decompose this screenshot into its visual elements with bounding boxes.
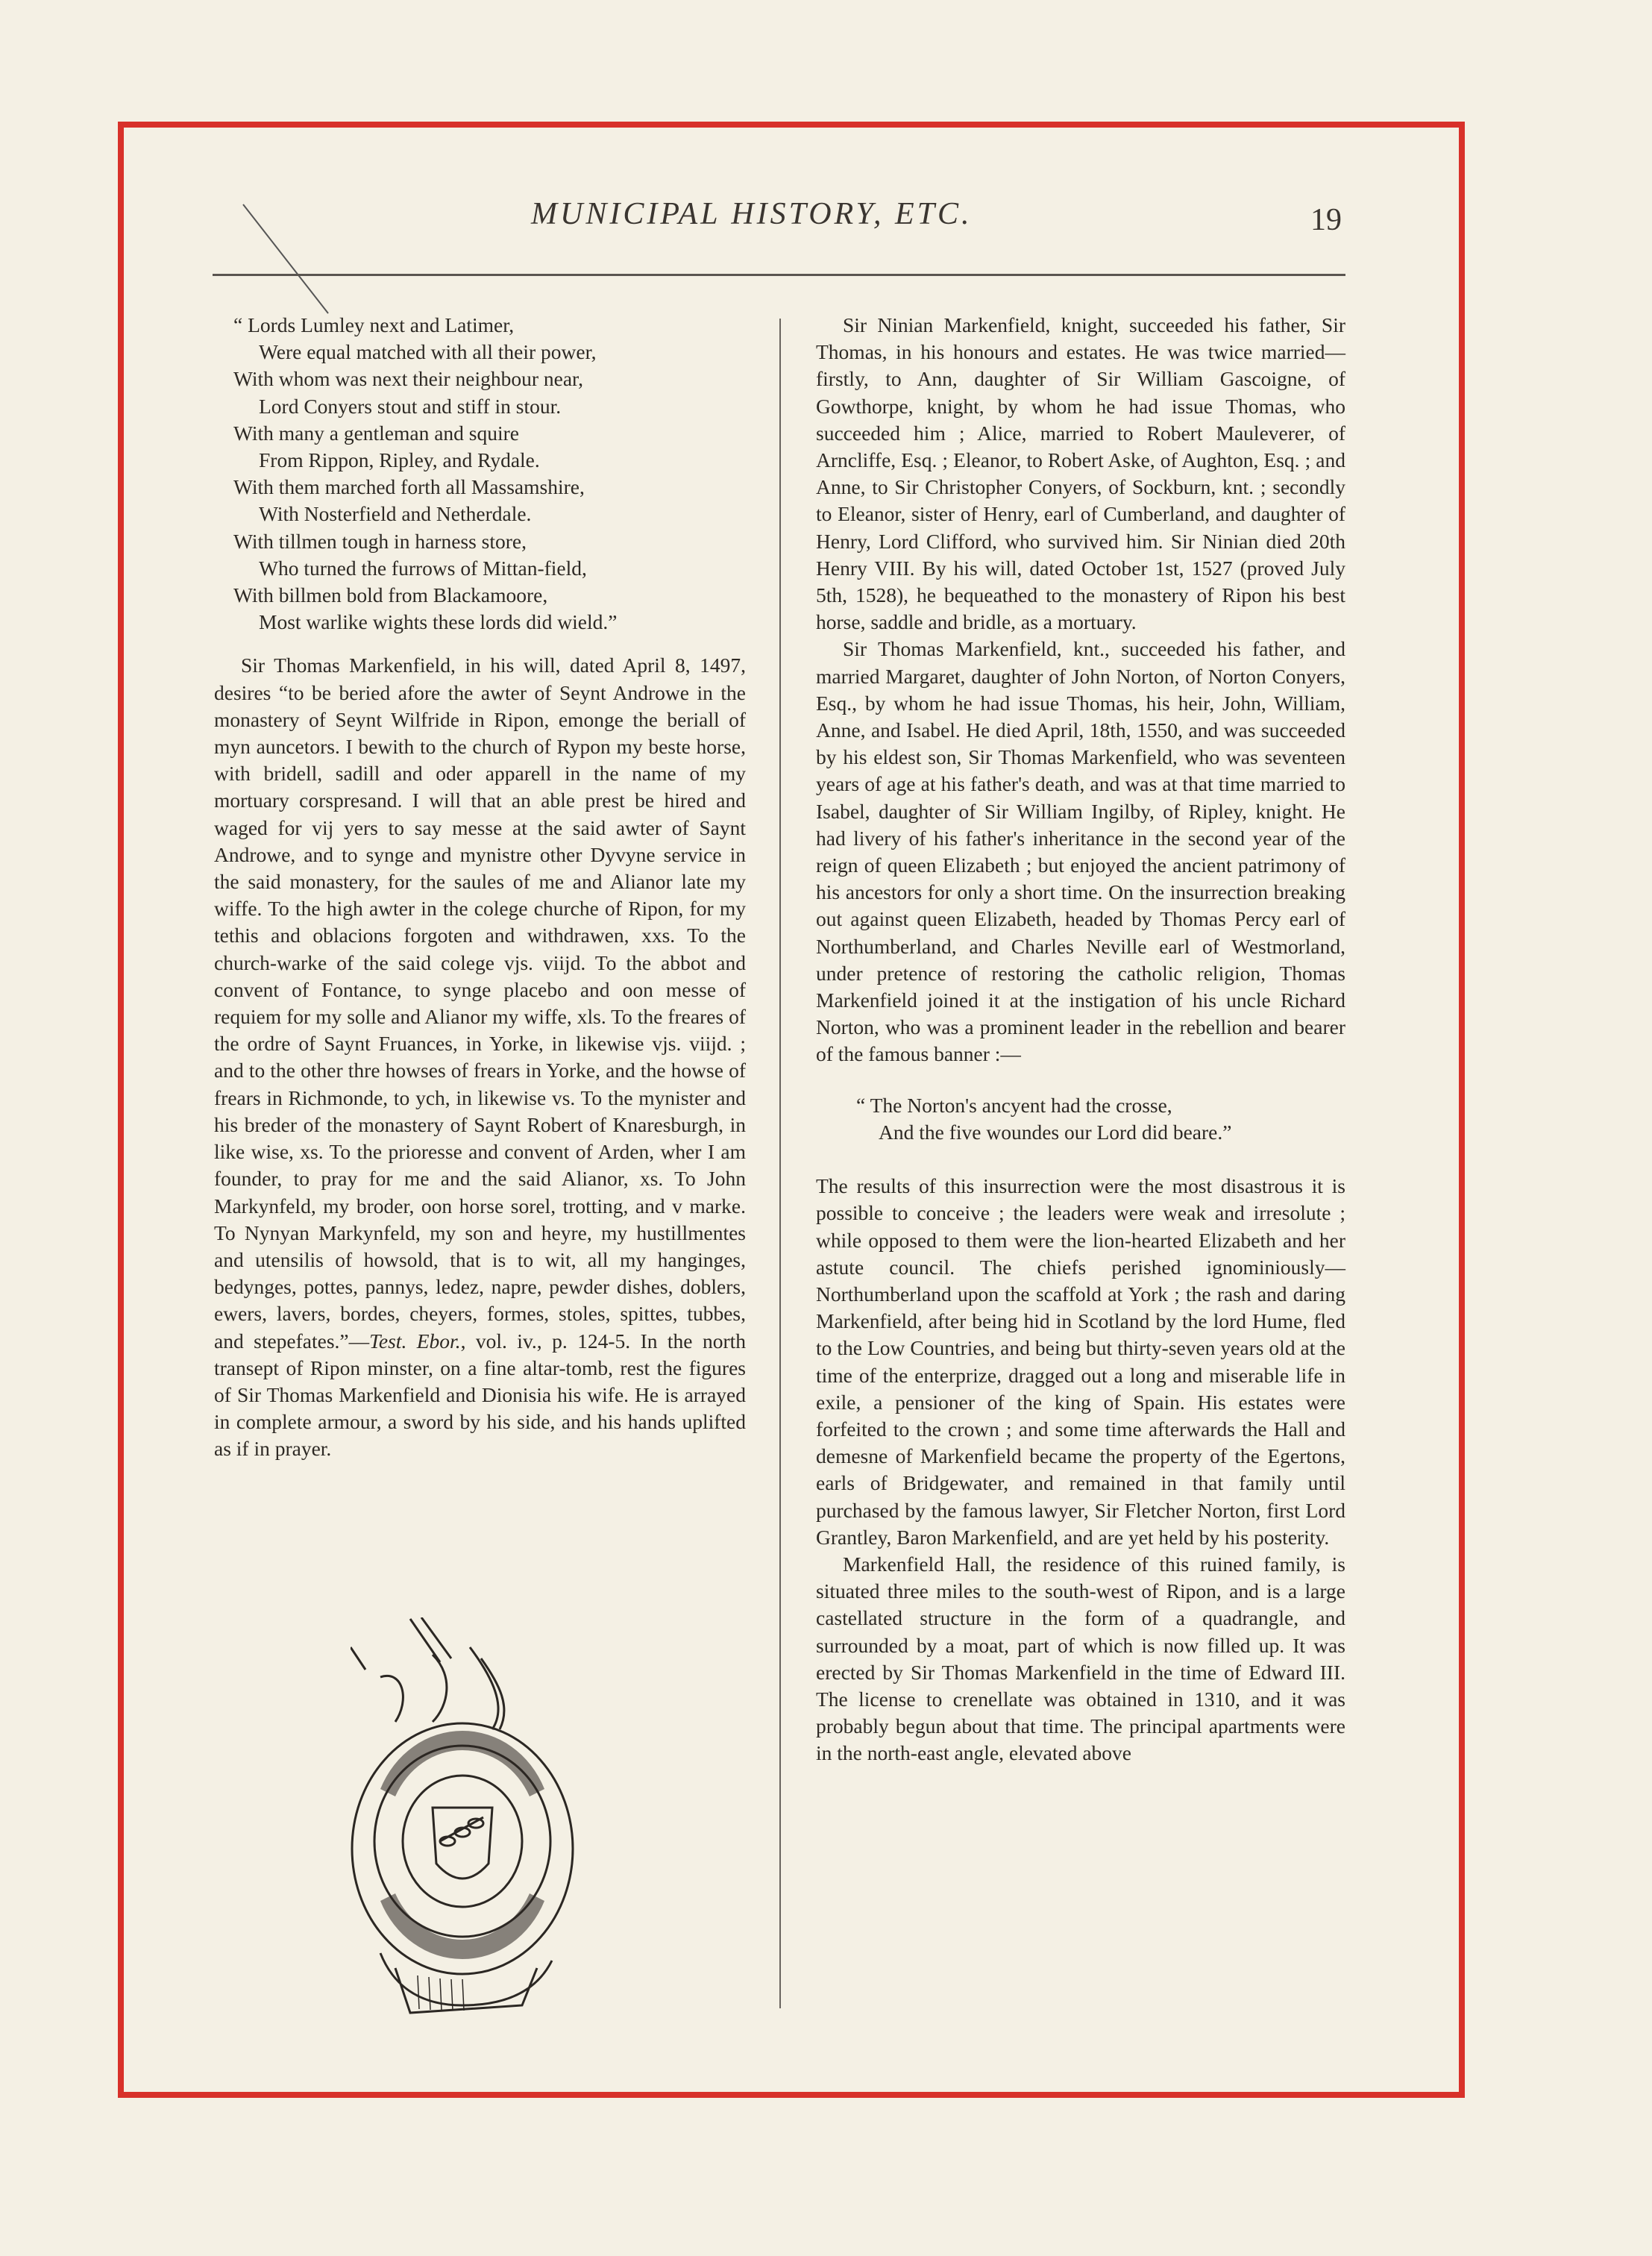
verse-line: Most warlike wights these lords did wield.” <box>259 610 618 634</box>
verse-line: “ Lords Lumley next and Latimer, <box>233 313 515 336</box>
will-text: Sir Thomas Markenfield, in his will, dated April 8, 1497, desires “to be beried afore the awter of Seynt Androwe in the monastery of Seynt Wilfride in Ripon, emonge the beriall of myn auncetors. I bewith to the church of Rypon my beste horse, with bridell, sadill and oder apparell in the name of my mortuary corspresand. I will that an able prest be hired and waged for vij yers to say messe at the said awter of Saynt Androwe, and to synge and mynistre other Dyvyne service in the said monastery, for the saules of me and Alianor late my wiffe. To the high awter in the colege churche of Ripon, for my tethis and oblacions forgoten and withdrawen, xxs. To the church-warke of the said colege vjs. viijd. To the abbot and convent of Fontance, to synge placebo and oon messe of requiem for my solle and Alianor my wiffe, xls. To the freares of the ordre of Saynt Fruances, in Yorke, in likewise vjs. viijd. ; and to the other thre howses of frears in Yorke, and the howse of frears in Richmonde, to ych, in likewise vs. To the mynister and his breder of the monastery of Saynt Robert of Knaresburgh, in like wise, xs. To the prioresse and convent of Arden, wher I am founder, to pray for me and the said Alianor, xs. To John Markynfeld, my broder, oon horse sorel, trotting, and v marke. To Nynyan Markynfeld, my son and heyre, my hustillmentes and utensilis of howsold, that is to wit, all my hanginges, bedynges, pottes, pannys, ledez, napre, pewder dishes, doblers, ewers, lavers, bordes, cheyers, formes, stoles, spittes, tubbes, and stepefates.” <box>214 654 746 1353</box>
verse-line: From Rippon, Ripley, and Rydale. <box>259 448 540 472</box>
verse-line: With whom was next their neighbour near, <box>233 367 583 391</box>
verse-line: With Nosterfield and Netherdale. <box>259 502 532 526</box>
running-head-title: MUNICIPAL HISTORY, ETC. <box>531 197 973 231</box>
paragraph-markenfield-hall: Markenfield Hall, the residence of this ruined family, is situated three miles to the south-west of Ripon, and is a large castellated structure in the form of a quadrangle, and surrounded by a moat, part of which is now filled up. It was erected by Sir Thomas Markenfield in the time of Edward III. The license to crenellate was obtained in 1310, and it was probably begun about that time. The principal apartments were in the north-east angle, elevated above <box>816 1552 1345 1765</box>
verse-line: “ The Norton's ancyent had the crosse, <box>856 1093 1172 1117</box>
seal-drawing <box>351 1617 589 2020</box>
paragraph-thomas: Sir Thomas Markenfield, knt., succeeded his father, and married Margaret, daughter of John Norton, of Norton Conyers, Esq., by whom he had issue Thomas, his heir, John, William, Anne, and Isabel. He died April, 18th, 1550, and was succeeded by his eldest son, Sir Thomas Markenfield, who was seventeen years of age at his father's death, and was at that time married to Isabel, daughter of Sir William Ingilby, of Ripley, knight. He had livery of his father's inheritance in the second year of the reign of queen Elizabeth ; but enjoyed the ancient patrimony of his ancestors for only a short time. On the insurrection breaking out against queen Elizabeth, headed by Thomas Percy earl of Northumberland, and Charles Neville earl of Westmorland, under pretence of restoring the catholic religion, Thomas Markenfield joined it at the instigation of his uncle Richard Norton, who was a prominent leader in the rebellion and bearer of the famous banner :— <box>816 637 1345 1066</box>
seal-illustration <box>351 1617 589 2020</box>
banner-verse <box>816 1092 1345 1146</box>
verse-line: Lord Conyers stout and stiff in stour. <box>259 394 562 418</box>
corner-flourish <box>239 201 343 321</box>
paragraph-ninian: Sir Ninian Markenfield, knight, succeeded his father, Sir Thomas, in his honours and estates. He was twice married—firstly, to Ann, daughter of Sir William Gascoigne, of Gowthorpe, knight, by whom he had issue Thomas, who succeeded him ; Alice, married to Robert Mauleverer, of Arncliffe, Esq. ; Eleanor, to Robert Aske, of Aughton, Esq. ; and Anne, to Sir Christopher Conyers, of Sockburn, knt. ; secondly to Eleanor, sister of Henry, earl of Cumberland, and daughter of Henry, Lord Clifford, who survived him. Sir Ninian died 20th Henry VIII. By his will, dated October 1st, 1527 (proved July 5th, 1528), he bequeathed to the monastery of Ripon his best horse, saddle and bridle, as a mortuary. <box>816 313 1345 634</box>
will-paragraph <box>214 652 746 1462</box>
ballad-verse <box>214 312 746 636</box>
verse-line: Who turned the furrows of Mittan-field, <box>259 556 587 580</box>
left-column <box>214 312 746 1463</box>
column-divider <box>779 319 781 2008</box>
verse-line: And the five woundes our Lord did beare.” <box>879 1120 1232 1144</box>
citation-text: , vol. iv., p. 124-5. In the north transept of Ripon minster, on a fine altar-tomb, rest the figures of Sir Thomas Markenfield and Dionisia his wife. He is arrayed in complete armour, a sword by his side, and his hands uplifted as if in prayer. <box>214 1329 746 1461</box>
citation-dash: — <box>348 1329 370 1353</box>
page-number: 19 <box>1310 203 1342 237</box>
citation-title: Test. Ebor. <box>369 1329 461 1353</box>
header-rule <box>213 274 1345 276</box>
verse-line: Were equal matched with all their power, <box>259 340 597 364</box>
paragraph-insurrection: The results of this insurrection were the most disastrous it is possible to conceive ; the leaders were weak and irresolute ; while opposed to them were the lion-hearted Elizabeth and her astute council. The chiefs perished ignominiously—Northumberland upon the scaffold at York ; the rash and daring Markenfield, after being hid in Scotland by the lord Hume, fled to the Low Countries, and being but thirty-seven years old at the time of the enterprize, dragged out a long and miserable life in exile, a pensioner of the king of Spain. His estates were forfeited to the crown ; and some time afterwards the Hall and demesne of Markenfield became the property of the Egertons, earls of Bridgewater, and remained in that family until purchased by the famous lawyer, Sir Fletcher Norton, first Lord Grantley, Baron Markenfield, and are yet held by his posterity. <box>816 1174 1345 1549</box>
verse-line: With tillmen tough in harness store, <box>233 529 527 553</box>
verse-line: With billmen bold from Blackamoore, <box>233 583 548 607</box>
right-column <box>816 312 1345 1767</box>
verse-line: With many a gentleman and squire <box>233 421 520 445</box>
verse-line: With them marched forth all Massamshire, <box>233 475 585 499</box>
